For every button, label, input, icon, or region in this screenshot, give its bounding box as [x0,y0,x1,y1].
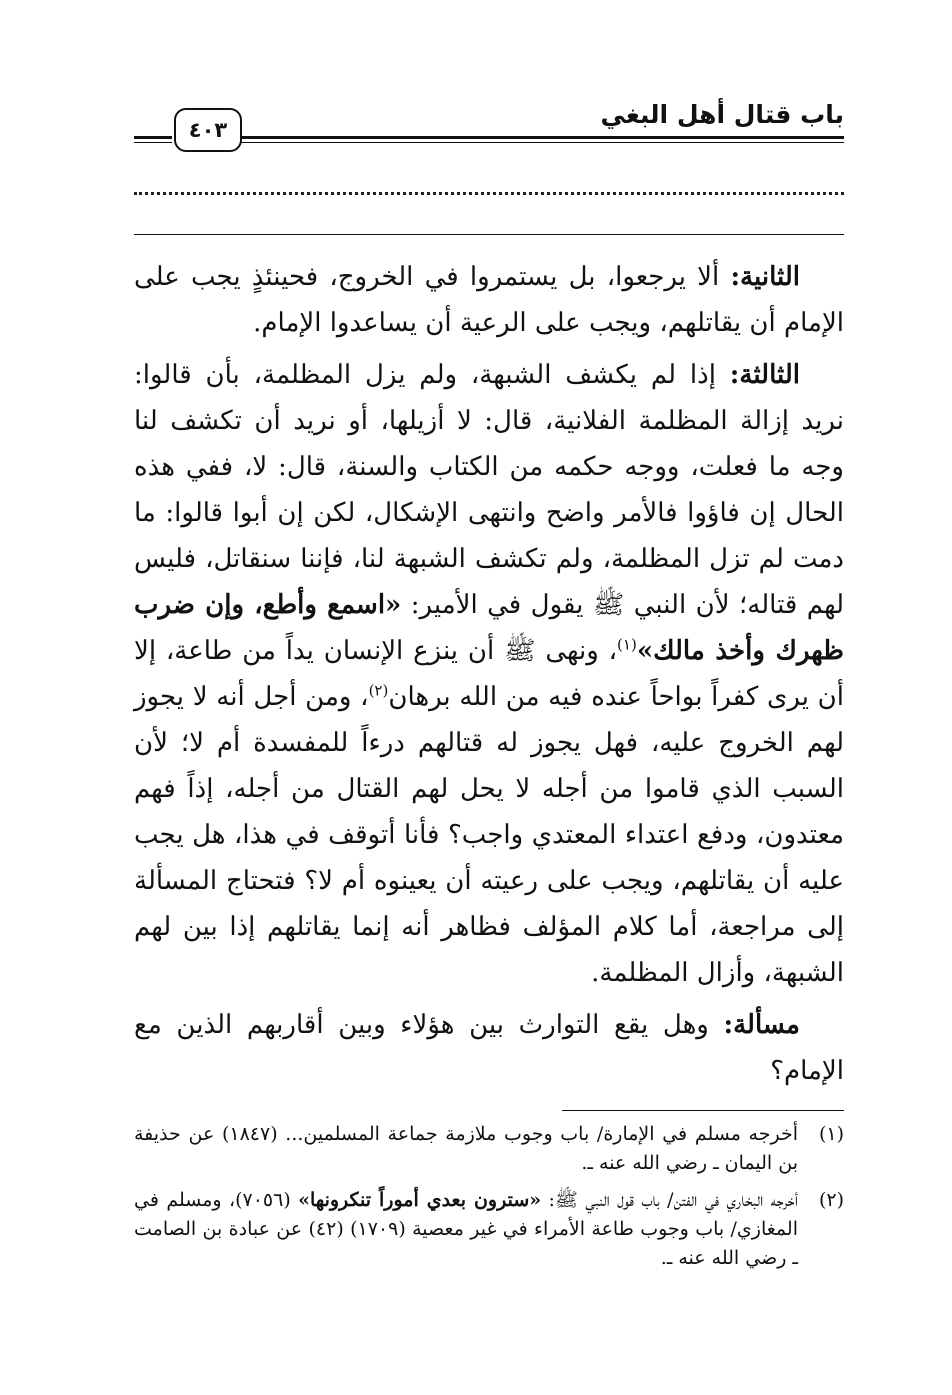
footnote-ref-1[interactable]: (١) [617,635,637,654]
footnote-text [134,1186,798,1273]
footnote-number: (٢) [818,1189,844,1211]
term-third: الثالثة: [729,360,800,390]
header-rule-short-thick [134,136,172,139]
header-rule-short-thin [134,142,172,143]
top-separator [134,234,844,235]
paragraph-text: وهل يقع التوارث بين هؤلاء وبين أقاربهم الذين مع الإمام؟ [134,1010,844,1086]
footnote-separator [562,1110,844,1111]
paragraph-second [134,254,844,346]
page-header [134,96,844,156]
page-number: ٤٠٣ [174,108,242,152]
header-rule-thick [241,136,844,139]
header-rule-thin [241,142,844,143]
main-text [134,254,844,1098]
footnote-1 [134,1120,844,1178]
paragraph-text: ، ومن أجل أنه لا يجوز لهم الخروج عليه، فهل يجوز له قتالهم درءاً للمفسدة أم لا؛ لأن السبب الذي قاموا من أجله لا يحل لهم القتال من أجله، إذاً فهم معتدون، ودفع اعتداء المعتدي واجب؟ فأنا أتوقف في هذا، هل يجب عليه أن يقاتلهم، ويجب على رعيته أن يعينوه أم لا؟ فتحتاج المسألة إلى مراجعة، أما كلام المؤلف فظاهر أنه إنما يقاتلهم إذا بين لهم الشبهة، وأزال المظلمة. [134,682,844,988]
term-issue: مسألة: [723,1010,800,1040]
paragraph-text: ألا يرجعوا، بل يستمروا في الخروج، فحينئذٍ يجب على الإمام أن يقاتلهم، ويجب على الرعية أن يساعدوا الإمام. [134,262,844,338]
term-second: الثانية: [730,262,800,292]
footnote-text-part: (٧٠٥٦)، ومسلم في المغازي/ باب وجوب طاعة الأمراء في غير معصية (١٧٠٩) (٤٢) عن عبادة بن الصامت ـ رضي الله عنه ـ. [134,1189,798,1269]
paragraph-third [134,352,844,996]
footnote-ref-2[interactable]: (٢) [368,681,389,700]
paragraph-issue [134,1002,844,1094]
footnotes [134,1120,844,1281]
footnote-number: (١) [818,1123,844,1145]
footnote-quote: «سترون بعدي أموراً تنكرونها» [298,1189,542,1211]
footnote-text-part: أخرجه البخاري في الفتن/ باب قول النبي ﷺ: [541,1189,798,1211]
footnote-2 [134,1186,844,1273]
paragraph-text: إذا لم يكشف الشبهة، ولم يزل المظلمة، بأن قالوا: نريد إزالة المظلمة الفلانية، قال: لا أزيلها، أو نريد أن تكشف لنا وجه ما فعلت، ووجه حكمه من الكتاب والسنة، قال: لا، ففي هذه الحال إن فاؤوا فالأمر واضح وانتهى الإشكال، لكن إن أبوا قالوا: ما دمت لم تزل المظلمة، ولم تكشف الشبهة لنا، فإننا سنقاتل، فليس لهم قتاله؛ لأن النبي ﷺ يقول في الأمير: [134,360,844,620]
footnote-text: أخرجه مسلم في الإمارة/ باب وجوب ملازمة جماعة المسلمين... (١٨٤٧) عن حذيفة بن اليمان ـ رضي الله عنه ـ. [134,1123,798,1174]
dotted-separator [134,192,844,195]
running-title: باب قتال أهل البغي [600,100,844,129]
paragraph-text: ، ونهى ﷺ أن ينزع الإنسان يداً من طاعة، إلا أن يرى كفراً بواحاً عنده فيه من الله برهان [134,636,844,712]
hadith-quote: «اسمع وأطع، وإن ضرب ظهرك وأخذ مالك» [134,590,844,666]
